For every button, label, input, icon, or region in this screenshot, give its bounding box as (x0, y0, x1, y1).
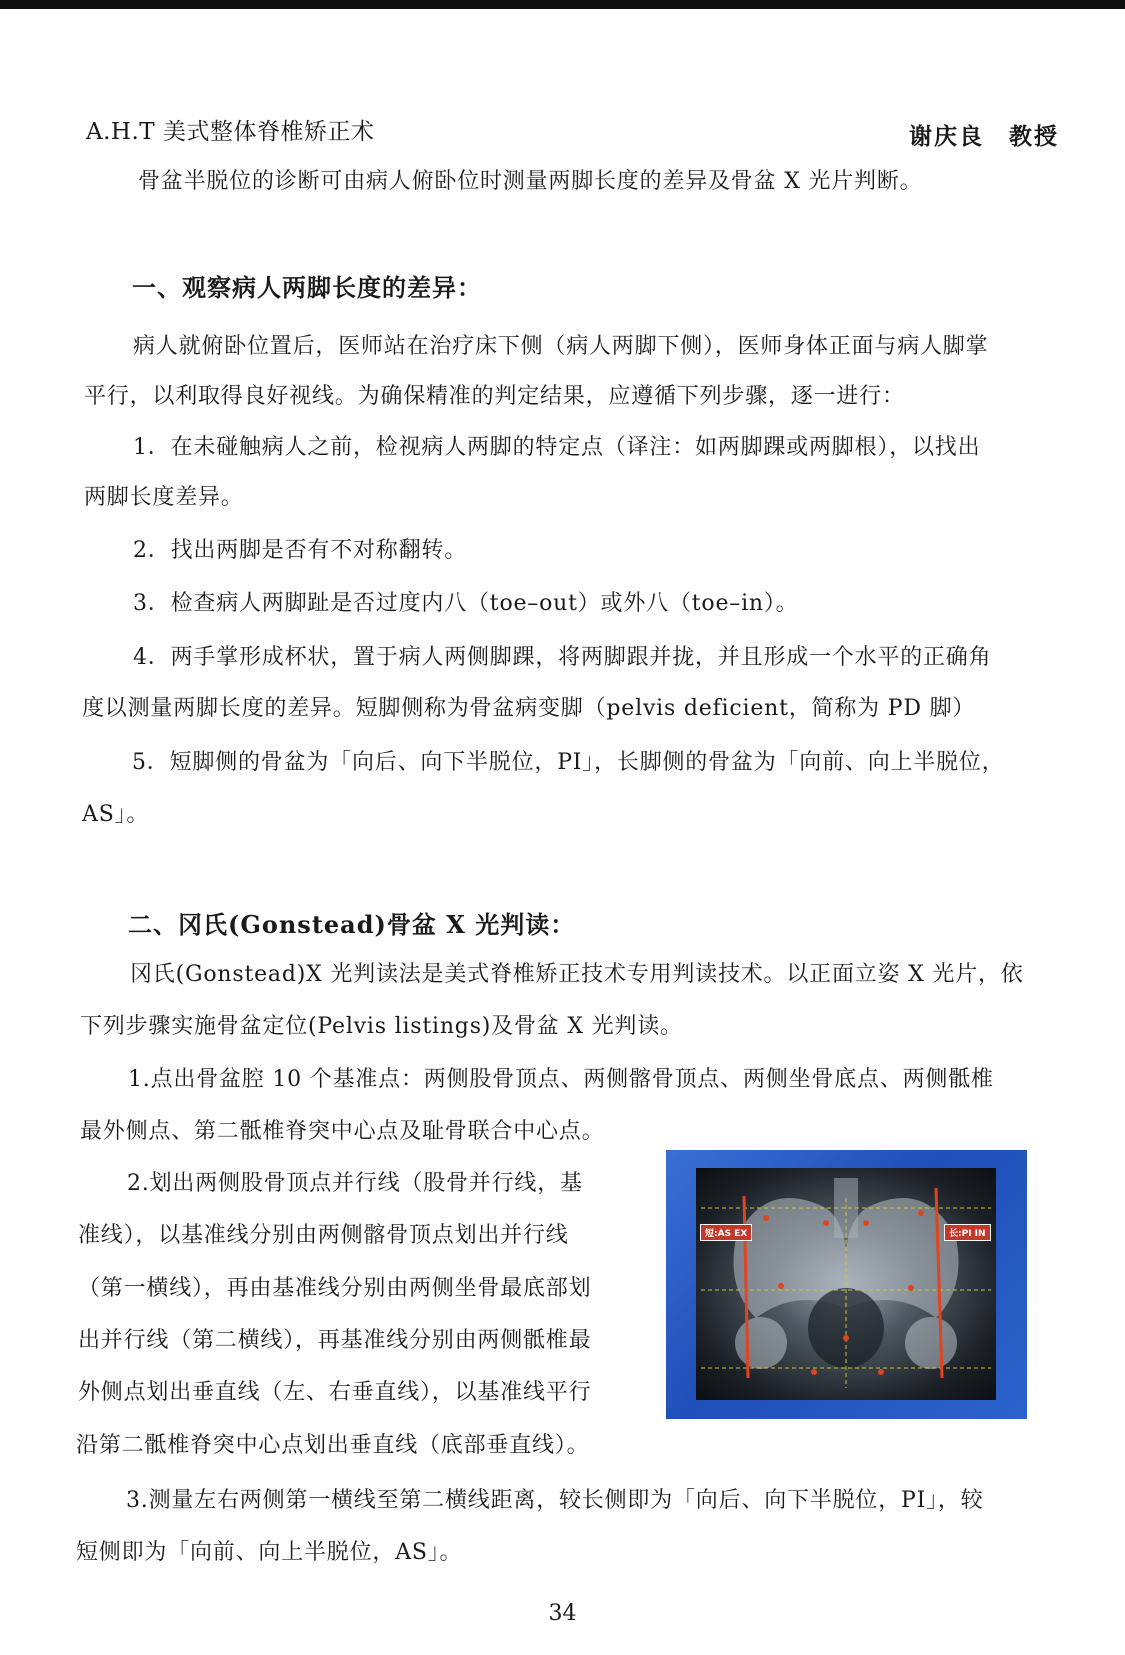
section2-line: 出并行线（第二横线），再基准线分别由两侧骶椎最 (78, 1328, 592, 1353)
section2-line: 下列步骤实施骨盆定位(Pelvis listings)及骨盆 X 光判读。 (80, 1014, 683, 1039)
section2-line: 沿第二骶椎脊突中心点划出垂直线（底部垂直线）。 (76, 1433, 590, 1458)
pelvis-xray-illustration (696, 1168, 996, 1400)
section2-heading: 二、冈氏(Gonstead)骨盆 X 光判读： (128, 910, 576, 939)
section2-line: 准线），以基准线分别由两侧髂骨顶点划出并行线 (78, 1223, 569, 1248)
section1-line: 5．短脚侧的骨盆为「向后、向下半脱位，PI」，长脚侧的骨盆为「向前、向上半脱位， (132, 750, 1005, 775)
section1-line: 两脚长度差异。 (84, 485, 244, 510)
section2-line: 最外侧点、第二骶椎脊突中心点及耻骨联合中心点。 (80, 1119, 605, 1144)
section1-line: 1．在未碰触病人之前，检视病人两脚的特定点（译注：如两脚踝或两脚根），以找出 (133, 435, 981, 460)
section1-line: 平行，以利取得良好视线。为确保精准的判定结果，应遵循下列步骤，逐一进行： (84, 384, 905, 409)
xray-label-right: 长:PI IN (944, 1224, 991, 1241)
pelvis-xray-image (696, 1168, 996, 1400)
section1-line: AS」。 (82, 802, 150, 827)
section1-line: 2．找出两脚是否有不对称翻转。 (133, 538, 467, 563)
running-header-title: A.H.T 美式整体脊椎矫正术 (86, 119, 375, 145)
section2-line: 2.划出两侧股骨顶点并行线（股骨并行线，基 (127, 1171, 583, 1196)
section1-line: 3．检查病人两脚趾是否过度内八（toe–out）或外八（toe–in）。 (133, 591, 799, 616)
section1-line: 度以测量两脚长度的差异。短脚侧称为骨盆病变脚（pelvis deficient，简称为 PD 脚） (82, 696, 976, 721)
pelvis-xray-figure (666, 1150, 1027, 1419)
xray-label-left: 短:AS EX (700, 1224, 752, 1241)
running-header-author: 谢庆良 教授 (909, 123, 1059, 150)
section1-line: 病人就俯卧位置后，医师站在治疗床下侧（病人两脚下侧），医师身体正面与病人脚掌 (133, 334, 989, 359)
intro-paragraph: 骨盆半脱位的诊断可由病人俯卧位时测量两脚长度的差异及骨盆 X 光片判断。 (138, 169, 923, 194)
section2-line: 3.测量左右两侧第一横线至第二横线距离，较长侧即为「向后、向下半脱位，PI」，较 (126, 1488, 984, 1513)
section2-line: 冈氏(Gonstead)X 光判读法是美式脊椎矫正技术专用判读技术。以正面立姿 X 光片，依 (130, 962, 1024, 987)
section2-line: （第一横线），再由基准线分别由两侧坐骨最底部划 (78, 1276, 592, 1301)
section1-heading: 一、观察病人两脚长度的差异： (132, 273, 482, 302)
section2-line: 1.点出骨盆腔 10 个基准点：两侧股骨顶点、两侧髂骨顶点、两侧坐骨底点、两侧骶椎 (128, 1067, 994, 1092)
page-number: 34 (548, 1601, 577, 1626)
section1-line: 4．两手掌形成杯状，置于病人两侧脚踝，将两脚跟并拢，并且形成一个水平的正确角 (133, 645, 992, 670)
section2-line: 外侧点划出垂直线（左、右垂直线），以基准线平行 (78, 1380, 592, 1405)
section2-line: 短侧即为「向前、向上半脱位，AS」。 (76, 1540, 463, 1565)
top-scan-border (0, 0, 1125, 9)
